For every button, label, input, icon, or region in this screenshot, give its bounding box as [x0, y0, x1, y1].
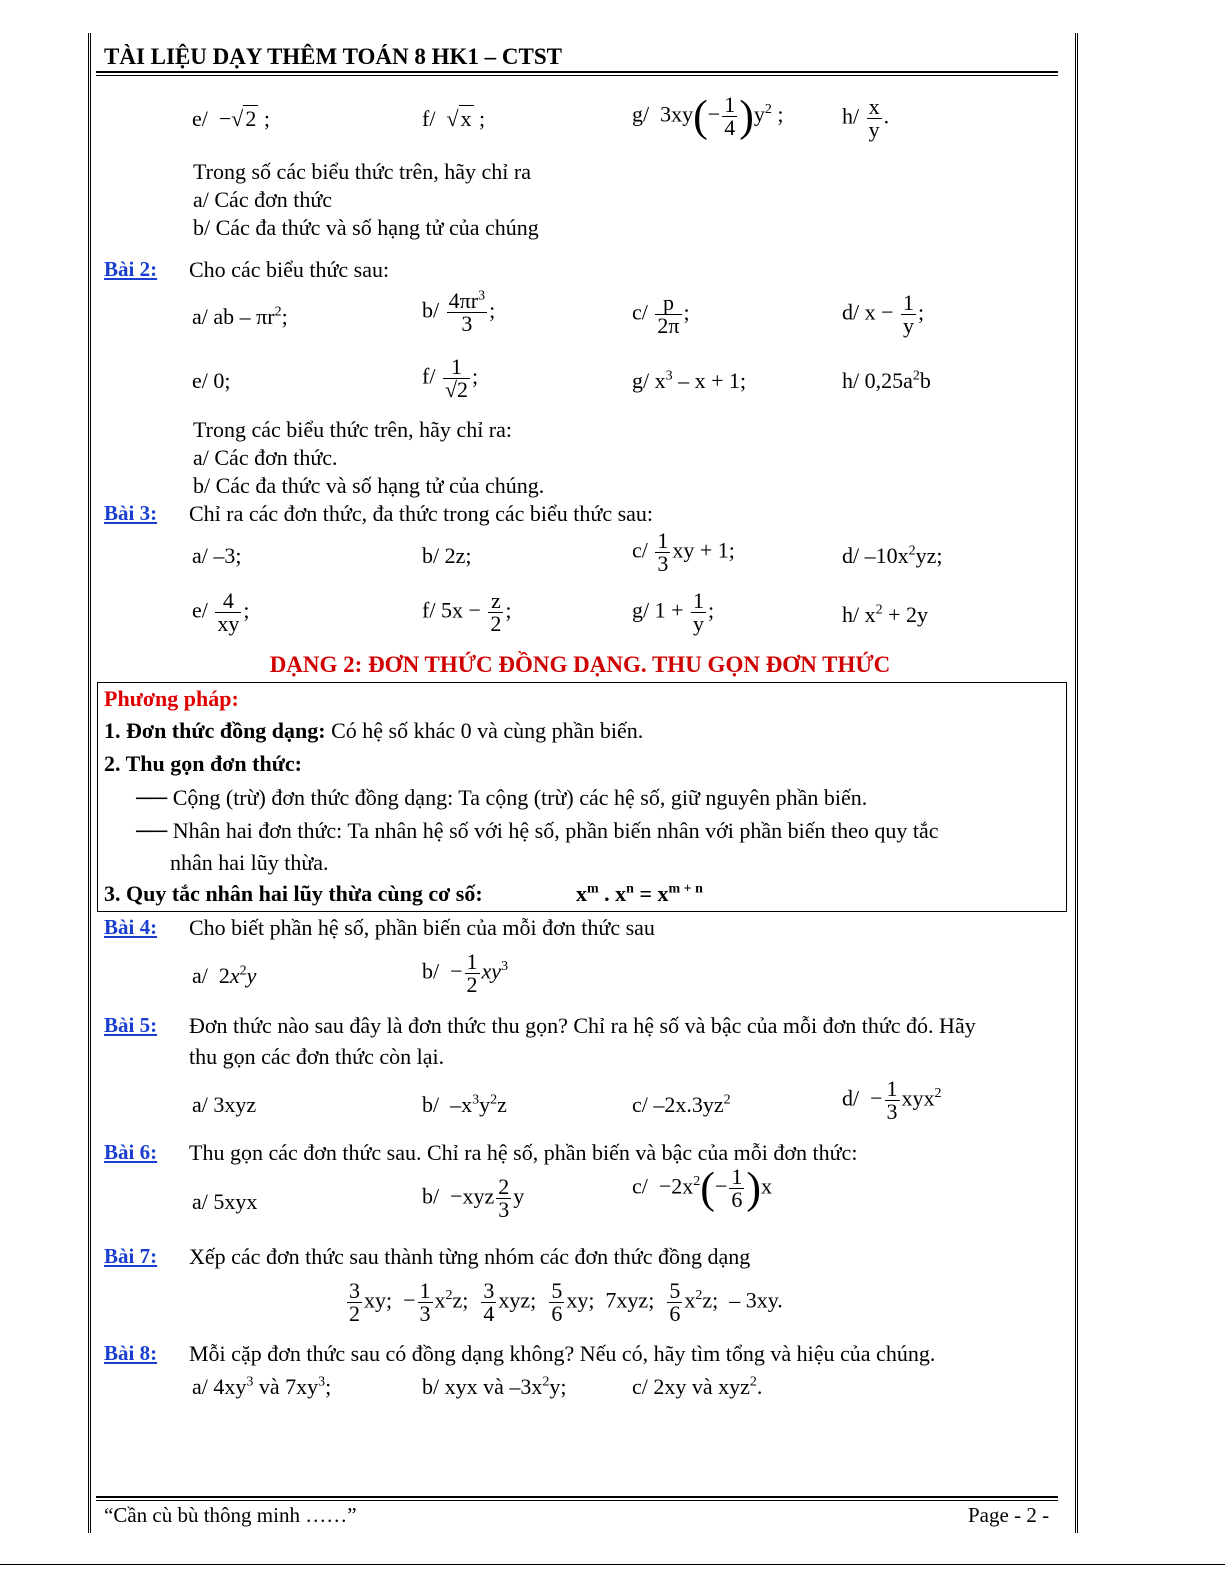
bai3-label: Bài 3:: [104, 501, 158, 525]
footer-quote: “Cần cù bù thông minh ……”: [104, 1503, 357, 1527]
bai8-b: b/ xyx và $-3x^2y$;: [422, 1374, 567, 1399]
bai3-title: Chỉ ra các đơn thức, đa thức trong các biểu thức sau:: [189, 501, 654, 526]
bai6-b: b/ −xyz $\frac{2}{3}$ y: [422, 1174, 525, 1222]
bai1-f: f/ √x ;: [422, 106, 486, 131]
method-p2-item2: ── Nhân hai đơn thức: Ta nhân hệ số với hệ số, phần biến nhân với phần biến theo quy tắc: [136, 818, 939, 843]
bai2-f: f/ $\frac{1}{√2}$ ;: [422, 354, 479, 402]
bai3-a: a/ –3;: [192, 543, 242, 568]
bai7-title: Xếp các đơn thức sau thành từng nhóm các đơn thức đồng dạng: [189, 1244, 751, 1269]
bai5-label: Bài 5:: [104, 1013, 158, 1037]
method-p3: 3. Quy tắc nhân hai lũy thừa cùng cơ số:: [104, 881, 483, 906]
bai1-qb: b/ Các đa thức và số hạng tử của chúng: [193, 215, 539, 240]
bai6-c: $c/ -2x^2(-$ $\frac{1}{6}$ )x: [632, 1163, 773, 1213]
bai1-e: e/ −√2 ;: [192, 106, 270, 131]
bai4-title: Cho biết phần hệ số, phần biến của mỗi đơn thức sau: [189, 915, 655, 940]
method-p2: 2. Thu gọn đơn thức:: [104, 751, 302, 776]
bai8-label: Bài 8:: [104, 1341, 158, 1365]
bai1-qa: a/ Các đơn thức: [193, 187, 333, 212]
document-header-title: TÀI LIỆU DẠY THÊM TOÁN 8 HK1 – CTST: [104, 44, 562, 69]
bai4-b: b/ − $\frac{1}{2}$ $xy^3$: [422, 949, 509, 997]
bai2-label: Bài 2:: [104, 257, 158, 281]
bai3-d: d/ $-10x^2yz$;: [842, 543, 943, 568]
bai1-g: g/ 3xy(− $\frac{1}{4}$ )$y^2$ ;: [632, 91, 784, 141]
bai2-qb: b/ Các đa thức và số hạng tử của chúng.: [193, 473, 545, 498]
bai5-line1: Đơn thức nào sau đây là đơn thức thu gọn? Chỉ ra hệ số và bậc của mỗi đơn thức đó. Hãy: [189, 1013, 976, 1038]
bai2-qa: a/ Các đơn thức.: [193, 445, 338, 470]
bai8-title: Mỗi cặp đơn thức sau có đồng dạng không? Nếu có, hãy tìm tổng và hiệu của chúng.: [189, 1341, 936, 1366]
bai3-f: f/ 5x − $\frac{z}{2}$ ;: [422, 588, 512, 636]
bai3-b: b/ 2z;: [422, 543, 472, 568]
bai1-h: h/ $\frac{x}{y}$ .: [842, 94, 890, 142]
bai6-label: Bài 6:: [104, 1140, 158, 1164]
bai6-title: Thu gọn các đơn thức sau. Chỉ ra hệ số, phần biến và bậc của mỗi đơn thức:: [189, 1140, 858, 1165]
bai2-c: c/ $\frac{p}{2\pi}$ ;: [632, 290, 690, 338]
bai7-monomials: $\frac{3}{2}$ xy; − $\frac{1}{3}$ $x^2z$; $\frac{3}{4}$ xyz; $\frac{5}{6}$ xy; 7xyz; $\frac{5}{6}$ $x^2z$; – 3xy.: [349, 1278, 783, 1326]
bai1-question: Trong số các biểu thức trên, hãy chỉ ra: [193, 159, 531, 184]
bai5-b: b/ $-x^3y^2z$: [422, 1092, 507, 1117]
page-number: Page - 2 -: [968, 1503, 1050, 1527]
bai2-b: b/ $\frac{4\pi r^3}{3}$ ;: [422, 288, 496, 336]
bai5-d: d/ − $\frac{1}{3}$ xyx$^2$: [842, 1076, 942, 1124]
bai8-a: a/ $4xy^3$ và $7xy^3$;: [192, 1374, 332, 1399]
bai2-a: a/ ab – $\pi r^2$;: [192, 304, 288, 329]
bai5-c: c/ $-2x.3yz^2$: [632, 1092, 731, 1117]
bai3-h: h/ $x^2 + 2y$: [842, 602, 929, 627]
bai5-a: a/ 3xyz: [192, 1092, 257, 1117]
bai4-label: Bài 4:: [104, 915, 158, 939]
bai4-a: a/ $2x^2y$: [192, 963, 257, 988]
bai2-title: Cho các biểu thức sau:: [189, 257, 390, 282]
header-rule: [96, 71, 1058, 76]
bai2-question: Trong các biểu thức trên, hãy chỉ ra:: [193, 417, 513, 442]
bai3-c: c/ $\frac{1}{3}$ xy + 1;: [632, 528, 735, 576]
bai3-e: e/ $\frac{4}{xy}$ ;: [192, 588, 250, 636]
bai2-d: d/ x − $\frac{1}{y}$ ;: [842, 290, 925, 338]
bai7-label: Bài 7:: [104, 1244, 158, 1268]
method-p2-item1: ── Cộng (trừ) đơn thức đồng dạng: Ta cộng (trừ) các hệ số, giữ nguyên phần biến.: [136, 785, 868, 810]
method-p2-item2-cont: nhân hai lũy thừa.: [170, 850, 329, 875]
page-bottom-line: [0, 1564, 1225, 1565]
method-p3-formula: $x^m$ . $x^n = x^{m + n}$: [576, 881, 703, 906]
bai2-h: h/ $0,25a^2b$: [842, 368, 931, 393]
method-heading: Phương pháp:: [104, 686, 239, 711]
method-p1: 1. Đơn thức đồng dạng: Có hệ số khác 0 và cùng phần biến.: [104, 718, 644, 743]
bai5-line2: thu gọn các đơn thức còn lại.: [189, 1044, 445, 1069]
section-title-dang2: DẠNG 2: ĐƠN THỨC ĐỒNG DẠNG. THU GỌN ĐƠN THỨC: [269, 652, 891, 677]
bai6-a: a/ 5xyx: [192, 1189, 258, 1214]
bai2-g: g/ $x^3 - x + 1$;: [632, 368, 747, 393]
bai8-c: c/ 2xy và xyz$^2$.: [632, 1374, 763, 1399]
bai3-g: g/ 1 + $\frac{1}{y}$ ;: [632, 588, 715, 636]
footer-rule: [96, 1496, 1058, 1501]
bai2-e: e/ 0;: [192, 368, 231, 393]
